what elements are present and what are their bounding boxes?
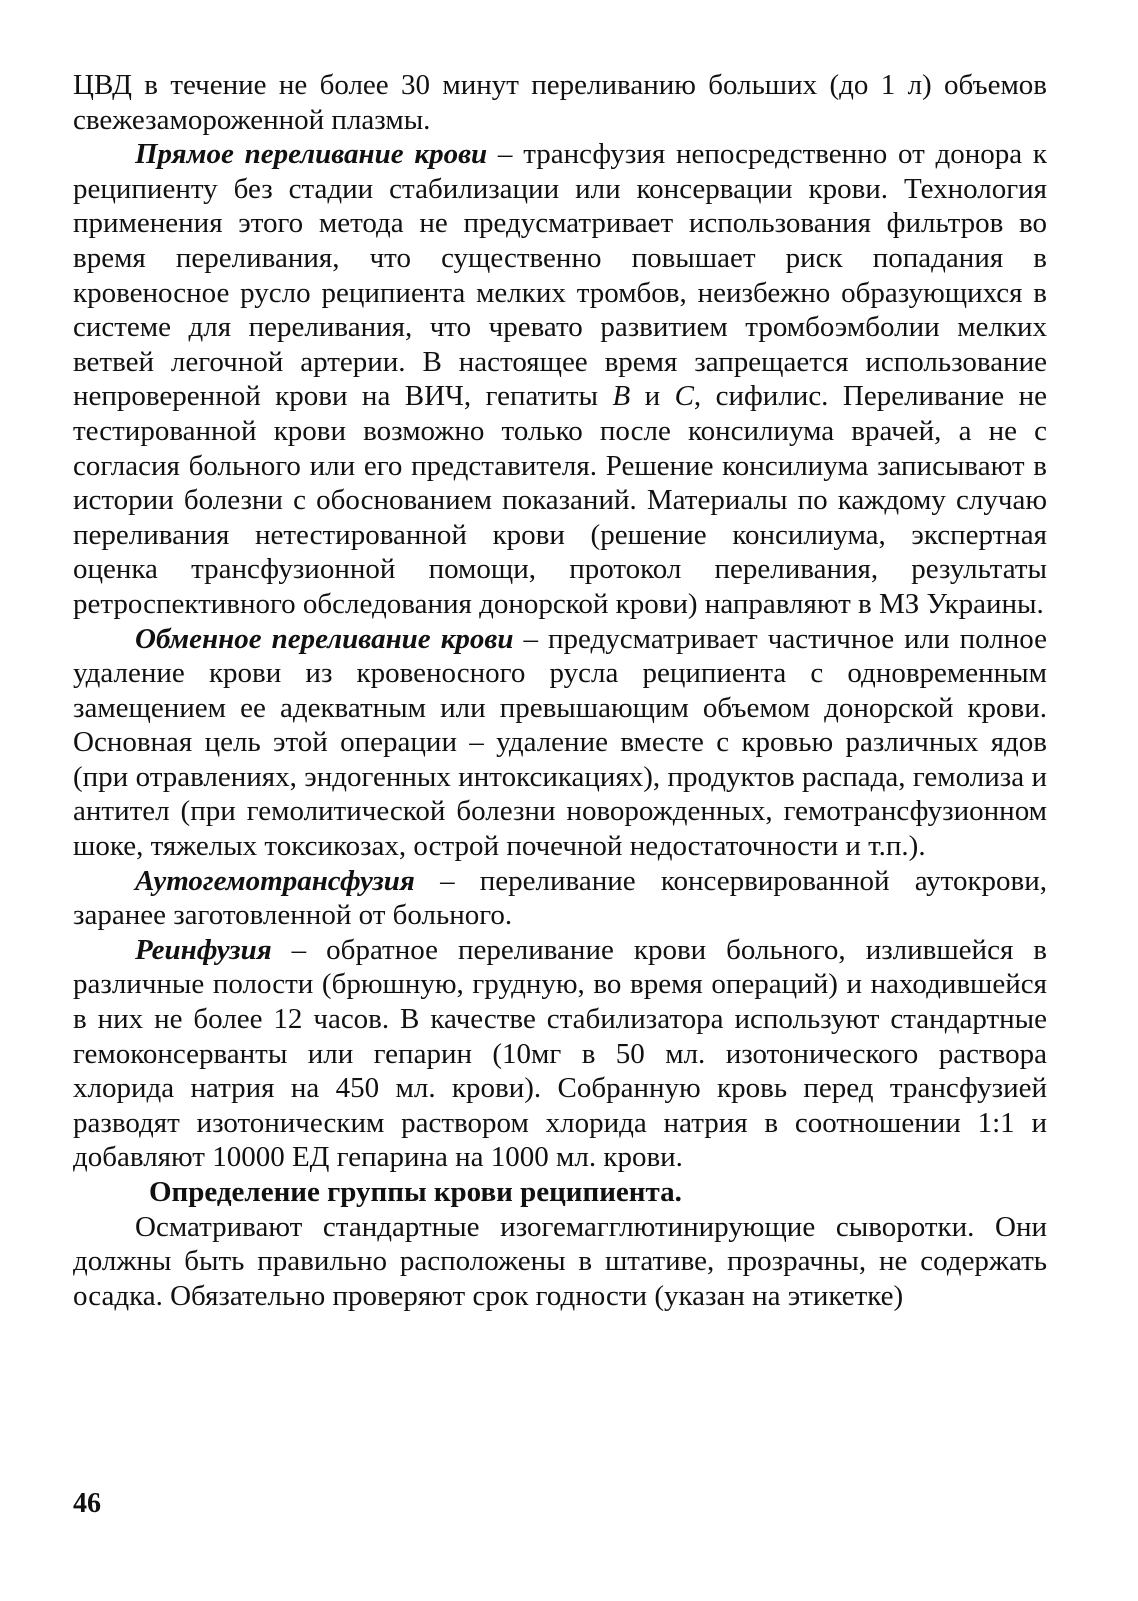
paragraph-autohemotransfusion (73, 864, 1047, 933)
paragraph-direct-transfusion (73, 137, 1047, 621)
page-number: 46 (73, 1488, 101, 1519)
paragraph-text: – трансфузия непосредственно от донора к реципиенту без стадии стабилизации или консервации крови. Технология применения этого метода не предусматривает использования фильтров во время переливания, что существенно повышает риск попадания в кровеносное русло реципиента мелких тромбов, неизбежно образующихся в системе для переливания, что чревато развитием тромбоэмболии мелких ветвей легочной артерии. В настоящее время запрещается использование непроверенной крови на ВИЧ, гепатиты (73, 138, 1047, 413)
page-body (73, 68, 1047, 1313)
term-autohemotransfusion: Аутогемотрансфузия (135, 864, 415, 897)
hepatitis-c-letter: С (674, 380, 694, 413)
term-exchange-transfusion: Обменное переливание крови (135, 622, 514, 655)
paragraph-reinfusion (73, 933, 1047, 1175)
hepatitis-b-letter: В (612, 380, 631, 413)
term-direct-transfusion: Прямое переливание крови (135, 138, 488, 171)
paragraph-sera-inspection: Осматривают стандартные изогемагглютинирующие сыворотки. Они должны быть правильно расположены в штативе, прозрачны, не содержать осадка. Обязательно проверяют срок годности (указан на этикетке) (73, 1210, 1047, 1312)
paragraph-text: , сифилис. Переливание не тестированной крови возможно только после консилиума врачей, а не с согласия больного или его представителя. Решение консилиума записывают в истории болезни с обоснованием показаний. Материалы по каждому случаю переливания нетестированной крови (решение консилиума, экспертная оценка трансфузионной помощи, протокол переливания, результаты ретроспективного обследования донорской крови) направляют в МЗ Украины. (73, 380, 1047, 620)
paragraph-text: – обратное переливание крови больного, излившейся в различные полости (брюшную, грудную, во время операций) и находившейся в них не более 12 часов. В качестве стабилизатора используют стандартные гемоконсерванты или гепарин (10мг в 50 мл. изотонического раствора хлорида натрия на 450 мл. крови). Собранную кровь перед трансфузией разводят изотоническим раствором хлорида натрия в соотношении 1:1 и добавляют 10000 ЕД гепарина на 1000 мл. крови. (73, 933, 1047, 1174)
paragraph-text: и (630, 380, 675, 413)
paragraph-text: – предусматривает частичное или полное удаление крови из кровеносного русла реципиента с одновременным замещением ее адекватным или превышающим объемом донорской крови. Основная цель этой операции – удаление вместе с кровью различных ядов (при отравлениях, эндогенных интоксикациях), продуктов распада, гемолиза и антител (при гемолитической болезни новорожденных, гемотрансфузионном шоке, тяжелых токсикозах, острой почечной недостаточности и т.п.). (73, 622, 1048, 863)
paragraph-intro: ЦВД в течение не более 30 минут переливанию больших (до 1 л) объемов свежезамороженной плазмы. (73, 69, 1047, 136)
paragraph-text: – переливание консервированной аутокрови, заранее заготовленной от больного. (73, 864, 1047, 932)
paragraph-exchange-transfusion (73, 622, 1047, 864)
term-reinfusion: Реинфузия (135, 933, 272, 966)
section-heading: Определение группы крови реципиента. (149, 1176, 682, 1208)
